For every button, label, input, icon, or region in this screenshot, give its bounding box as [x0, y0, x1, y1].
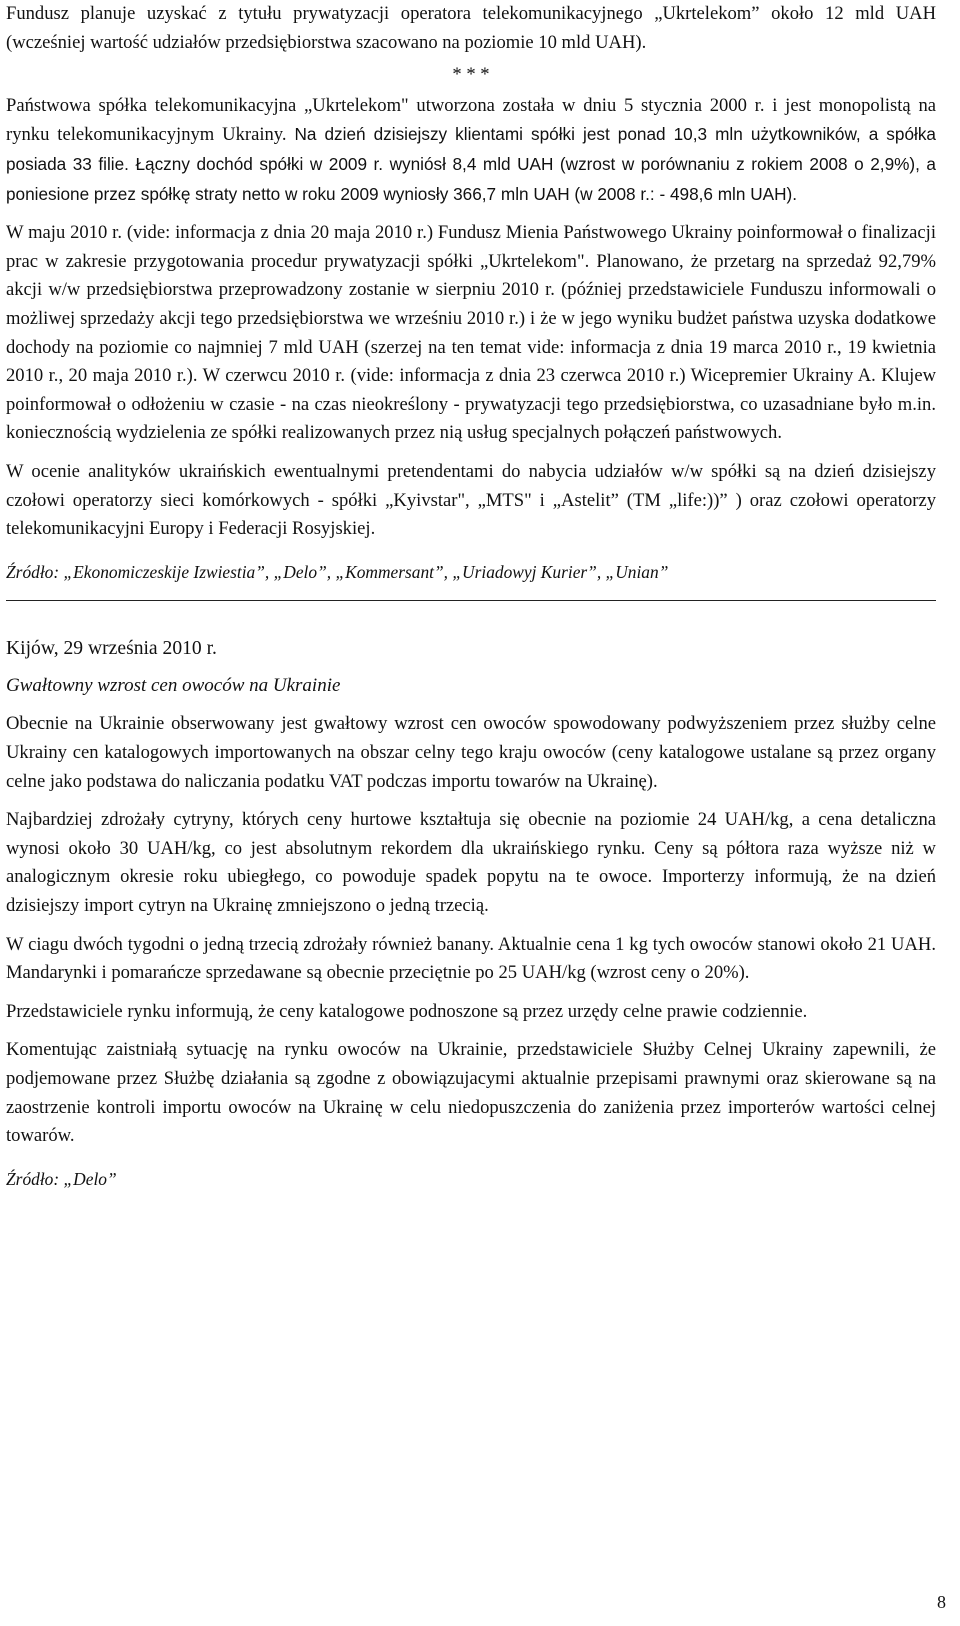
article-title: Gwałtowny wzrost cen owoców na Ukrainie: [6, 674, 341, 696]
paragraph-ukrtelekom-intro: Państwowa spółka telekomunikacyjna „Ukrtelekom" utworzona została w dniu 5 stycznia 2000 r. i jest monopolistą na rynku telekomunikacyjnym Ukrainy.: [6, 94, 936, 146]
paragraph-ukrtelekom-figures: Na dzień dzisiejszy klientami spółki jest ponad 10,3 mln użytkowników, a spółka posiada 33 filie. Łączny dochód spółki w 2009 r. wyniósł 8,4 mld UAH (wzrost w porównaniu z rokiem 2008 o 2,9%), a poniesione przez spółkę straty netto w roku 2009 wyniosły 366,7 mln UAH (w 2008 r.: - 498,6 mln UAH).: [6, 124, 936, 204]
paragraph-privatization-history: W maju 2010 r. (vide: informacja z dnia 20 maja 2010 r.) Fundusz Mienia Państwowego Ukrainy poinformował o finalizacji prac w zakresie przygotowania procedur prywatyzacji spółki „Ukrtelekom". Planowano, że przetarg na sprzedaż 92,79% akcji w/w przedsiębiorstwa przeprowadzony zostanie w sierpniu 2010 r. (później przedstawiciele Funduszu informowali o możliwej sprzedaży akcji tego przedsiębiorstwa we wrześniu 2010 r.) i że w jego wyniku budżet państwa uzyska dodatkowe dochody na poziomie co najmniej 7 mld UAH (szerzej na ten temat vide: informacja z dnia 19 marca 2010 r., 19 kwietnia 2010 r., 20 maja 2010 r.). W czerwcu 2010 r. (vide: informacja z dnia 23 czerwca 2010 r.) Wicepremier Ukrainy A. Klujew poinformował o odłożeniu w czasie - na czas nieokreślony - prywatyzacji tego przedsiębiorstwa, co uzasadniane było m.in. koniecznością wydzielenia ze spółki realizowanych przez nią usług specjalnych połączeń państwowych.: [6, 222, 936, 444]
source-note-1: Źródło: „Ekonomiczeskije Izwiestia”, „Delo”, „Kommersant”, „Uriadowyj Kurier”, „Unian”: [6, 561, 669, 582]
section-divider-stars: * * *: [452, 64, 490, 86]
section-separator: [6, 600, 936, 601]
article-date: Kijów, 29 września 2010 r.: [6, 638, 217, 660]
page-number: 8: [937, 1592, 946, 1612]
article-paragraph: W ciagu dwóch tygodni o jedną trzecią zdrożały również banany. Aktualnie cena 1 kg tych owoców stanowi około 21 UAH. Mandarynki i pomarańcze sprzedawane są obecnie przeciętnie po 25 UAH/kg (wzrost ceny o 20%).: [6, 933, 936, 984]
article-paragraph: Komentując zaistniałą sytuację na rynku owoców na Ukrainie, przedstawiciele Służby Celnej Ukrainy zapewnili, że podjemowane przez Służbę działania są zgodne z obowiązujacymi aktualnie przepisami prawnymi oraz skierowane są na zaostrzenie kontroli importu owoców na Ukrainę w celu niedopuszczenia do zaniżenia przez importerów wartości celnej towarów.: [6, 1039, 936, 1147]
source-note-2: Źródło: „Delo”: [6, 1168, 117, 1189]
paragraph-analysts-opinion: W ocenie analityków ukraińskich ewentualnymi pretendentami do nabycia udziałów w/w spółki są na dzień dzisiejszy czołowi operatorzy sieci komórkowych - spółki „Kyivstar", „MTS" i „Astelit” (TM „life:))” ) oraz czołowi operatorzy telekomunikacyjni Europy i Federacji Rosyjskiej.: [6, 460, 936, 540]
document-page: [6, 0, 936, 1193]
article-paragraph: Najbardziej zdrożały cytryny, których ceny hurtowe kształtuja się obecnie na poziomie 24 UAH/kg, a cena detaliczna wynosi około 30 UAH/kg, co jest absolutnym rekordem dla ukraińskiego rynku. Ceny są półtora raza wyższe niż w analogicznym okresie roku ubiegłego, co powoduje spadek popytu na te owoce. Importerzy informują, że na dzień dzisiejszy import cytryn na Ukrainę zmniejszono o jedną trzecią.: [6, 809, 936, 917]
paragraph-privatization-plan: Fundusz planuje uzyskać z tytułu prywatyzacji operatora telekomunikacyjnego „Ukrtelekom” około 12 mld UAH (wcześniej wartość udziałów przedsiębiorstwa szacowano na poziomie 10 mld UAH).: [6, 3, 936, 53]
article-paragraph: Przedstawiciele rynku informują, że ceny katalogowe podnoszone są przez urzędy celne prawie codziennie.: [6, 1000, 808, 1022]
article-paragraph: Obecnie na Ukrainie obserwowany jest gwałtowy wzrost cen owoców spowodowany podwyższeniem przez służby celne Ukrainy cen katalogowych importowanych na obszar celny tego kraju owoców (ceny katalogowe ustalane są przez organy celne jako podstawa do naliczania podatku VAT podczas importu towarów na Ukrainę).: [6, 713, 936, 792]
paragraph-ukrtelekom-profile: [6, 92, 936, 209]
